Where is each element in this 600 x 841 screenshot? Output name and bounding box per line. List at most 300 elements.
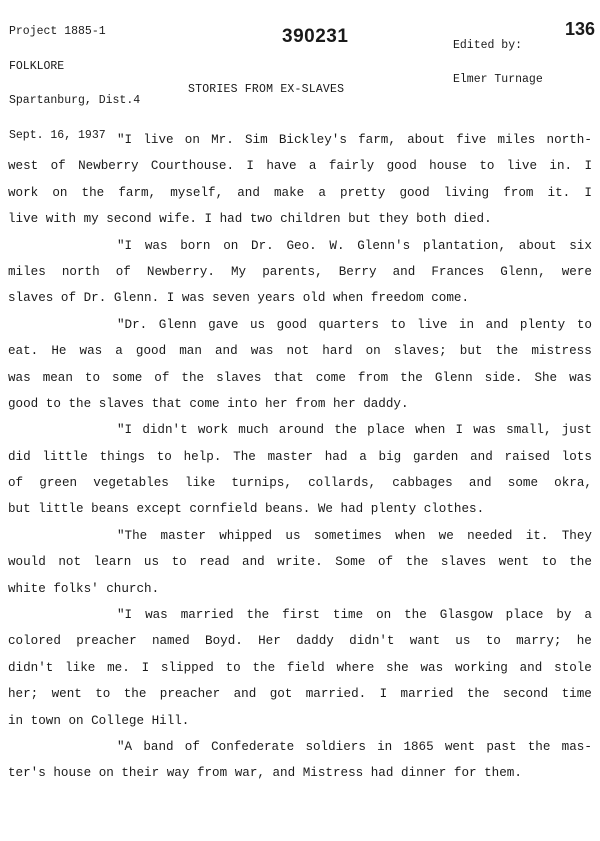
body-word: farm, (358, 133, 396, 147)
body-word: would (8, 555, 46, 570)
body-word: eat. (8, 344, 39, 359)
body-word: the (246, 608, 270, 623)
body-word: was (473, 423, 496, 438)
body-word: married (400, 687, 454, 702)
body-word: Frances (431, 264, 485, 279)
body-word: "I (117, 133, 133, 147)
body-word: north- (546, 133, 592, 147)
body-word: me. (107, 660, 130, 675)
body-word: was (79, 344, 103, 359)
body-word: master (267, 449, 313, 464)
body-word: Berry (338, 264, 377, 279)
body-line (8, 655, 592, 681)
body-word: Sim (244, 133, 268, 147)
body-word: farm, (118, 185, 157, 200)
body-word: vegetables (93, 476, 169, 491)
body-word: went (444, 739, 476, 754)
body-word: of (115, 264, 131, 279)
body-line (8, 233, 592, 259)
body-word: "I (117, 238, 133, 253)
body-word: their (121, 766, 160, 781)
body-word: colored (8, 634, 61, 649)
body-word: help. (183, 449, 222, 464)
body-word: Hill. (151, 713, 190, 728)
body-word: were (561, 264, 592, 279)
body-word: preacher (76, 634, 137, 649)
body-line (8, 708, 592, 734)
body-word: with (45, 212, 77, 227)
body-word: mean (42, 370, 73, 385)
body-word: of (60, 291, 77, 306)
body-word: write. (277, 555, 323, 570)
body-word: when (332, 291, 364, 306)
body-word: but (8, 502, 31, 517)
body-word: war, (234, 766, 265, 781)
body-word: to (156, 449, 172, 464)
body-word: the (252, 660, 276, 675)
body-line (8, 365, 592, 391)
body-word: did (8, 449, 31, 464)
body-word: they (378, 212, 409, 227)
body-word: on (223, 238, 239, 253)
body-word: She (534, 370, 558, 385)
body-word: some (112, 370, 143, 385)
body-word: and (468, 476, 492, 491)
body-word: Glenn's (357, 238, 411, 253)
body-word: "I (117, 423, 133, 438)
body-word: mas- (561, 739, 592, 754)
body-word: when (415, 423, 446, 438)
body-word: got (269, 687, 293, 702)
date-line: Sept. 16, 1937 (9, 128, 106, 142)
body-word: named (151, 634, 190, 649)
body-word: her (332, 396, 356, 411)
body-word: Bickley's (278, 133, 347, 147)
body-word: didn't (142, 423, 188, 438)
body-word: and (485, 317, 509, 332)
body-word: master (160, 528, 206, 543)
body-word: died. (453, 212, 492, 227)
body-word: a (115, 344, 123, 359)
body-word: place (367, 423, 405, 438)
body-word: like (185, 476, 216, 491)
body-word: but (459, 344, 483, 359)
body-word: have (266, 159, 297, 174)
body-word: okra, (554, 476, 592, 491)
body-word: the (495, 344, 519, 359)
body-word: good (276, 317, 307, 332)
body-word: I (141, 660, 150, 675)
body-word: Mistress (302, 766, 364, 781)
body-word: to (225, 660, 241, 675)
body-line (8, 602, 592, 628)
body-word: to (390, 317, 406, 332)
body-word: good (135, 344, 167, 359)
body-word: a (584, 608, 592, 623)
body-word: I (204, 212, 213, 227)
body-word: just (561, 423, 592, 438)
body-word: field (286, 660, 325, 675)
body-word: to (479, 159, 495, 174)
body-word: for (453, 766, 477, 781)
body-word: plenty (519, 317, 566, 332)
body-word: married (180, 608, 234, 623)
body-word: learn (93, 555, 132, 570)
body-word: didn't (8, 660, 54, 675)
body-word: when (395, 528, 426, 543)
body-word: from (196, 766, 228, 781)
body-word: on (68, 713, 84, 728)
body-word: time (332, 608, 364, 623)
body-word: good (8, 396, 39, 411)
body-word: house (429, 159, 467, 174)
body-word: I (455, 423, 464, 438)
body-line (8, 576, 592, 602)
district-line: Spartanburg, Dist.4 (9, 94, 141, 107)
body-word: was (144, 238, 168, 253)
body-word: parents, (262, 264, 323, 279)
body-word: first (282, 608, 320, 623)
body-word: Newberry (78, 159, 139, 174)
body-word: whipped (219, 528, 273, 543)
body-word: "Dr. (117, 317, 148, 332)
body-word: gave (208, 317, 239, 332)
body-word: I (379, 687, 388, 702)
header-right-block (453, 17, 543, 108)
body-word: Geo. (286, 238, 317, 253)
body-word: living (443, 185, 490, 200)
body-word: work (197, 423, 229, 438)
body-word: College (91, 713, 145, 728)
body-word: the (569, 555, 592, 570)
body-word: the (400, 370, 423, 385)
body-word: mistress (531, 344, 592, 359)
body-word: things (99, 449, 145, 464)
body-word: Glenn (434, 370, 473, 385)
body-word: children (280, 212, 341, 227)
body-word: fairly (328, 159, 375, 174)
body-word: My (231, 264, 247, 279)
body-word: dinner (400, 766, 447, 781)
body-word: good (399, 185, 430, 200)
body-word: a (359, 449, 367, 464)
body-word: the (527, 739, 551, 754)
body-word: born (180, 238, 211, 253)
body-word: myself, (170, 185, 224, 200)
body-word: her (264, 396, 288, 411)
body-word: from (295, 396, 326, 411)
body-word: "The (117, 528, 148, 543)
body-word: to (45, 396, 61, 411)
body-word: sometimes (313, 528, 382, 543)
body-line (8, 338, 592, 364)
body-word: slipped (160, 660, 214, 675)
body-word: was (145, 608, 168, 623)
body-line (8, 496, 592, 522)
body-word: time (561, 687, 592, 702)
body-word: to (84, 370, 101, 385)
body-word: and (237, 185, 260, 200)
body-word: a (318, 185, 326, 200)
body-word: "I (117, 608, 133, 623)
body-word: slaves (440, 555, 487, 570)
body-word: little (38, 502, 84, 517)
body-line (8, 444, 592, 470)
body-word: plenty (370, 502, 417, 517)
body-word: to (171, 555, 187, 570)
body-word: church. (106, 581, 160, 596)
body-word: small, (506, 423, 552, 438)
body-word: beans. (264, 502, 311, 517)
body-word: was (250, 344, 274, 359)
body-word: W. (329, 238, 345, 253)
body-word: us (455, 634, 471, 649)
body-word: beans (91, 502, 129, 517)
body-word: miles (497, 133, 536, 147)
body-word: second (106, 212, 152, 227)
page-number: 136 (565, 19, 596, 39)
body-word: live (417, 317, 448, 332)
body-word: side. (484, 370, 523, 385)
body-word: went (51, 687, 82, 702)
body-word: in (8, 713, 24, 728)
body-word: he (576, 634, 592, 649)
body-word: and (392, 264, 416, 279)
body-word: Glenn (158, 317, 197, 332)
body-word: was (8, 370, 31, 385)
body-word: in. (549, 159, 573, 174)
body-word: cornfield (189, 502, 258, 517)
body-word: ter's (8, 766, 46, 781)
body-word: from (503, 185, 534, 200)
body-word: read (199, 555, 230, 570)
body-word: both (416, 212, 447, 227)
body-word: but (348, 212, 371, 227)
body-word: Newberry. (146, 264, 215, 279)
body-word: on (52, 185, 68, 200)
body-word: Her (258, 634, 281, 649)
body-word: on (376, 608, 392, 623)
body-word: where (336, 660, 375, 675)
body-word: had (219, 212, 243, 227)
body-line (8, 523, 592, 549)
body-word: was (181, 291, 205, 306)
body-line (8, 549, 592, 575)
body-word: Glenn, (500, 264, 546, 279)
body-word: north (61, 264, 100, 279)
body-word: Boyd. (205, 634, 243, 649)
body-word: collards, (308, 476, 377, 491)
body-word: green (39, 476, 78, 491)
body-word: They (561, 528, 592, 543)
body-word: preacher (159, 687, 221, 702)
body-word: needed (467, 528, 513, 543)
body-word: 1865 (403, 739, 434, 754)
body-word: in (377, 739, 393, 754)
body-word: on (365, 344, 381, 359)
body-word: cabbages (392, 476, 453, 491)
body-word: on (184, 133, 200, 147)
body-word: daddy (296, 634, 334, 649)
body-line (8, 285, 592, 311)
body-word: of (184, 739, 200, 754)
body-word: of (377, 555, 394, 570)
body-word: in (458, 317, 475, 332)
body-word: slaves (98, 396, 145, 411)
body-word: the (81, 185, 105, 200)
body-word: man (179, 344, 202, 359)
body-word: want (409, 634, 441, 649)
body-line (8, 417, 592, 443)
body-word: soldiers (305, 739, 366, 754)
body-word: of (50, 159, 66, 174)
body-word: not (58, 555, 82, 570)
body-word: Some (335, 555, 366, 570)
body-word: it. (525, 528, 549, 543)
edited-by-label: Edited by: (453, 39, 523, 52)
body-word: lots (561, 449, 592, 464)
body-word: didn't (349, 634, 395, 649)
document-number: 390231 (282, 26, 349, 47)
body-word: house (53, 766, 92, 781)
body-word: had (340, 502, 364, 517)
body-word: good (386, 159, 417, 174)
body-word: miles (8, 264, 46, 279)
body-word: Dr. (251, 238, 274, 253)
body-word: garden (412, 449, 459, 464)
body-word: went (498, 555, 530, 570)
body-word: from (357, 370, 389, 385)
body-word: Courthouse. (150, 159, 235, 174)
body-word: was (569, 370, 592, 385)
body-word: on (98, 766, 114, 781)
body-word: stole (554, 660, 592, 675)
body-line (8, 470, 592, 496)
body-word: The (233, 449, 256, 464)
body-line (8, 760, 592, 786)
body-line (8, 153, 592, 179)
body-word: to (541, 555, 557, 570)
body-word: Glenn. (113, 291, 160, 306)
body-word: Glasgow (439, 608, 493, 623)
body-word: the (405, 555, 429, 570)
body-word: Confederate (211, 739, 295, 754)
editor-name: Elmer Turnage (453, 73, 543, 86)
body-word: clothes. (423, 502, 485, 517)
body-word: make (274, 185, 305, 200)
body-word: five (456, 133, 487, 147)
body-line (8, 259, 592, 285)
body-word: her; (8, 687, 39, 702)
body-word: marry; (516, 634, 562, 649)
body-word: of (8, 476, 24, 491)
body-word: and (233, 687, 257, 702)
body-word: us (249, 317, 266, 332)
body-word: west (8, 159, 39, 174)
body-word: the (181, 370, 205, 385)
body-word: old (302, 291, 326, 306)
body-word: the (466, 687, 490, 702)
body-word: had (324, 449, 348, 464)
body-word: the (68, 396, 92, 411)
body-word: and (470, 449, 493, 464)
body-word: live (506, 159, 538, 174)
body-word: We (317, 502, 333, 517)
body-word: us (285, 528, 301, 543)
body-word: I (584, 185, 592, 200)
body-word: white (8, 581, 46, 596)
body-line (8, 391, 592, 417)
body-word: of (154, 370, 170, 385)
folklore-line: FOLKLORE (9, 59, 65, 73)
body-word: live (143, 133, 174, 147)
body-word: wife. (159, 212, 197, 227)
body-word: and (519, 660, 543, 675)
document-title: STORIES FROM EX-SLAVES (188, 83, 345, 96)
body-line (8, 127, 592, 153)
body-word: way (166, 766, 190, 781)
body-word: and (272, 766, 296, 781)
body-word: it. (547, 185, 571, 200)
body-line (8, 681, 592, 707)
body-word: she (386, 660, 409, 675)
body-word: work (8, 185, 39, 200)
body-word: was (420, 660, 444, 675)
body-word: and (215, 344, 238, 359)
body-word: six (569, 238, 592, 253)
body-word: Mr. (211, 133, 234, 147)
body-word: had (370, 766, 394, 781)
body-word: like (65, 660, 96, 675)
body-word: place (505, 608, 544, 623)
body-word: hard (322, 344, 353, 359)
body-line (8, 312, 592, 338)
body-word: folks' (53, 581, 99, 596)
body-word: town (30, 713, 61, 728)
body-word: I (246, 159, 254, 174)
body-word: them. (484, 766, 522, 781)
body-word: slaves (8, 291, 54, 306)
body-word: I (166, 291, 175, 306)
document-body (8, 127, 592, 787)
body-word: slaves (216, 370, 262, 385)
body-word: that (273, 370, 304, 385)
body-word: my (83, 212, 99, 227)
body-word: the (123, 687, 147, 702)
body-word: turnips, (231, 476, 292, 491)
body-word: daddy. (363, 396, 409, 411)
body-word: Dr. (83, 291, 107, 306)
body-word: second (502, 687, 549, 702)
body-word: freedom (370, 291, 424, 306)
body-word: "A (117, 739, 133, 754)
body-word: some (507, 476, 538, 491)
body-word: to (485, 634, 501, 649)
body-word: band (143, 739, 174, 754)
body-word: not (286, 344, 310, 359)
body-word: slaves; (393, 344, 447, 359)
body-line (8, 206, 592, 232)
body-word: much (238, 423, 269, 438)
body-word: big (378, 449, 402, 464)
body-word: He (51, 344, 67, 359)
body-word: to (576, 317, 592, 332)
body-word: little (42, 449, 88, 464)
body-word: quarters (318, 317, 379, 332)
body-word: into (227, 396, 258, 411)
body-word: we (438, 528, 454, 543)
body-word: the (404, 608, 427, 623)
